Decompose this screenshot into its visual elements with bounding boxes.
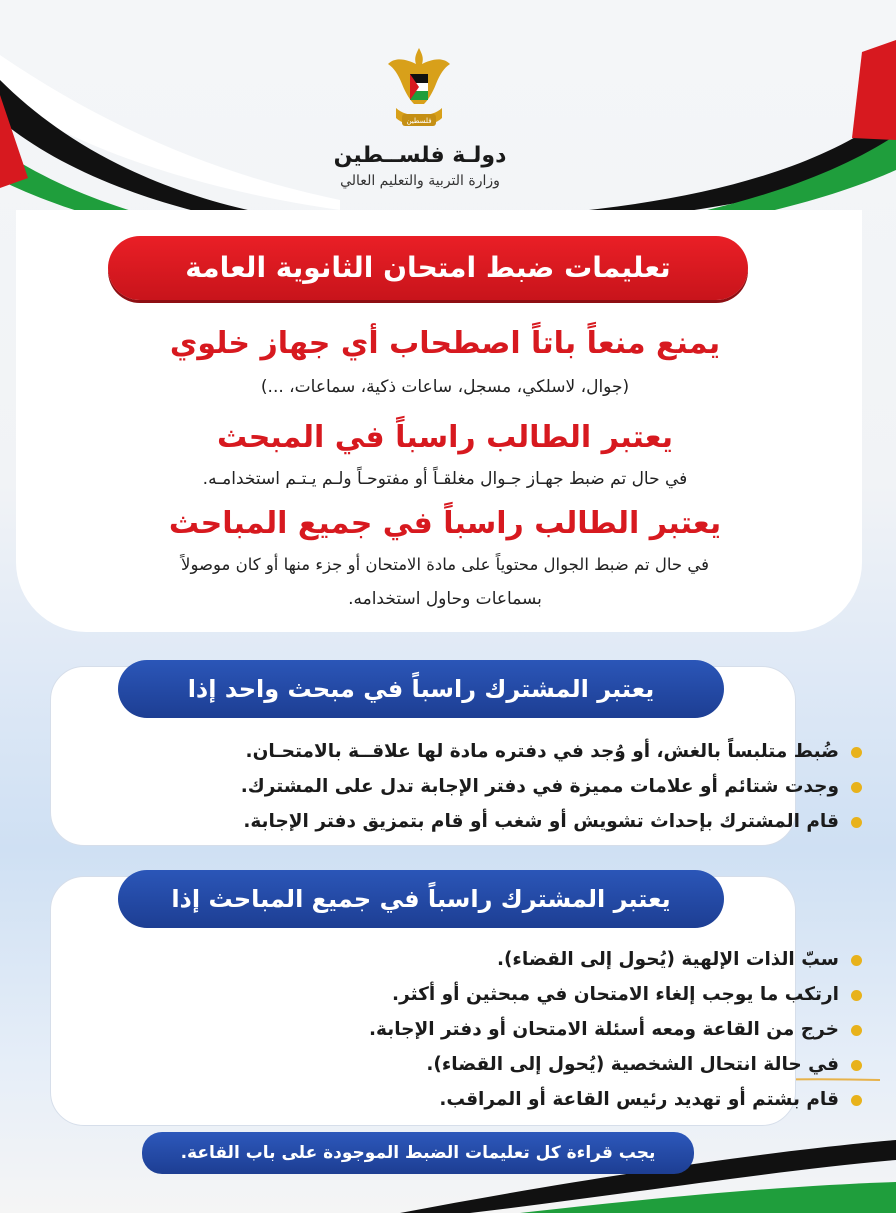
list-item: في حالة انتحال الشخصية (يُحول إلى القضاء).: [369, 1047, 862, 1082]
bullet-icon: [851, 955, 862, 966]
footer-note: يجب قراءة كل تعليمات الضبط الموجودة على باب القاعة.: [142, 1132, 694, 1174]
bullet-icon: [851, 782, 862, 793]
page-title: تعليمات ضبط امتحان الثانوية العامة: [108, 236, 748, 300]
list-item: سبّ الذات الإلهية (يُحول إلى القضاء).: [369, 942, 862, 977]
state-name: دولـة فلســطين: [333, 143, 507, 168]
section-one-header: يعتبر المشترك راسباً في مبحث واحد إذا: [118, 660, 724, 718]
bullet-icon: [851, 817, 862, 828]
list-item: ارتكب ما يوجب إلغاء الامتحان في مبحثين أو أكثر.: [369, 977, 862, 1012]
section-one-list: [241, 734, 862, 839]
list-item: وجدت شتائم أو علامات مميزة في دفتر الإجابة تدل على المشترك.: [241, 769, 862, 804]
rule-heading-1: يمنع منعاً باتاً اصطحاب أي جهاز خلوي: [169, 326, 721, 361]
list-item: قام المشترك بإحداث تشويش أو شغب أو قام بتمزيق دفتر الإجابة.: [241, 804, 862, 839]
rule-heading-2: يعتبر الطالب راسباً في المبحث: [216, 420, 674, 455]
rule-heading-3: يعتبر الطالب راسباً في جميع المباحث: [168, 506, 722, 541]
section-two-list: [369, 942, 862, 1117]
ministry-name: وزارة التربية والتعليم العالي: [340, 173, 500, 189]
bullet-icon: [851, 1095, 862, 1106]
rule-detail-3b: بسماعات وحاول استخدامه.: [348, 589, 542, 609]
rule-detail-3: في حال تم ضبط الجوال محتوياً على مادة الامتحان أو جزء منها أو كان موصولاً: [181, 555, 709, 574]
rule-detail-2: في حال تم ضبط جهـاز جـوال مغلقـاً أو مفتوحـاً ولـم يـتـم استخدامـه.: [202, 469, 688, 489]
bullet-icon: [851, 747, 862, 758]
rule-detail-1: (جوال، لاسلكي، مسجل، ساعات ذكية، سماعات، ...): [260, 377, 630, 397]
list-item: خرج من القاعة ومعه أسئلة الامتحان أو دفتر الإجابة.: [369, 1012, 862, 1047]
list-item: قام بشتم أو تهديد رئيس القاعة أو المراقب.: [369, 1082, 862, 1117]
bullet-icon: [851, 1025, 862, 1036]
bullet-icon: [851, 1060, 862, 1071]
bullet-icon: [851, 990, 862, 1001]
list-item: ضُبط متلبساً بالغش، أو وُجد في دفتره مادة لها علاقــة بالامتحـان.: [241, 734, 862, 769]
palestine-eagle-emblem-icon: [386, 44, 452, 139]
section-two-header: يعتبر المشترك راسباً في جميع المباحث إذا: [118, 870, 724, 928]
svg-text:فلسطين: فلسطين: [406, 117, 432, 125]
